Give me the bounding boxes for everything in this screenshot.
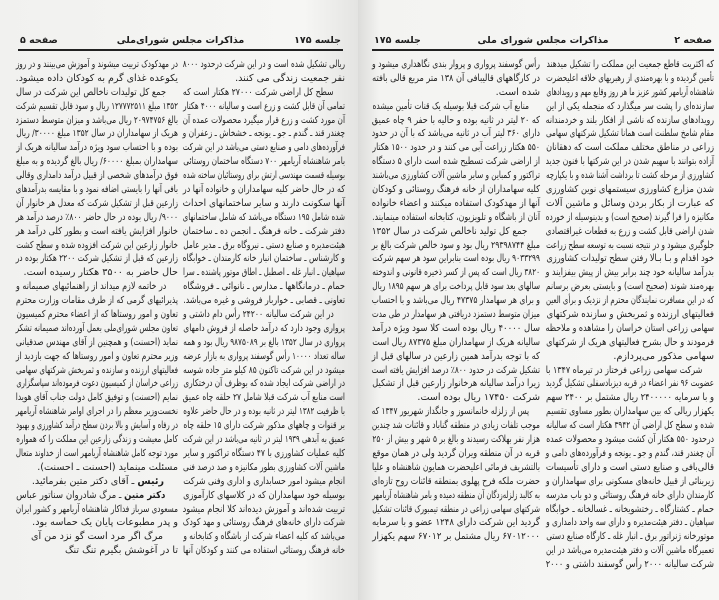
session-number: جلسه ۱۷۵ — [374, 35, 421, 46]
text-line: هریک از سهامداران در سال ۱۳۵۲ مبلغ ۳۰۰۰۰/ ریال — [16, 128, 178, 140]
text-line: فعالیتهای ارزنده و سازنده و ثمربخش شرکتهای سهامی — [15, 364, 179, 376]
text-line: با ظرفیت ۱۳۸۲ لیتر در ثانیه بوده و در حال حاضر علاوه — [183, 406, 345, 418]
text-line: خود اقدام و بـا بـالا رفتن سطح تولیدات کشاورزی — [546, 253, 714, 265]
text-line: تعاون و امور روستاها که از اعضاء محترم کمیسیون — [16, 309, 178, 321]
text-line — [16, 475, 178, 489]
text-line: یکهزار ریالی که بین سهامداران بطور مساوی تقسیم — [546, 406, 714, 418]
text-line: آنها از مهدکودک استفاده میکنند و اعضاء خانواده — [371, 197, 540, 209]
text-line: تأمین گردیده و با بهره‌مندی از رهبریهای خلاقه اعلیحضرت — [546, 72, 714, 84]
text-line: هیئت‌مدیره و صنایع دستی ـ نیروگاه برق ـ مدیر عامل — [183, 239, 345, 251]
text-line: بوده و با احتساب سود ویژه درآمد سالیانه هریک از — [16, 142, 179, 154]
text-line: قریه در آن منطقه ویران گردید ولی در همان موقع — [372, 447, 540, 459]
text-line: تعاون مجلس شورای‌ملی بعمل آورده‌اند صمیمانه تشکر — [15, 322, 178, 334]
text-line: نخست‌وزیر معظم را در اجرای اوامر شاهنشاه آریامهر — [15, 406, 178, 418]
text-line: که در این مسافرت نمایندگان محترم از نزدیک و برأی العین — [546, 295, 714, 307]
text-line: ماشین آلات کشاورزی بطور مکانیزه و صد درصد فنی — [183, 461, 345, 473]
page-header — [18, 35, 343, 51]
text-line: وزیر محترم تعاون و امور روستاها که جهت بازدید از — [15, 350, 178, 362]
text-line: سهامی مذکور می‌پردازم. — [613, 350, 714, 362]
text-column-right — [546, 58, 714, 572]
text-line: شده است. — [495, 86, 540, 98]
speech-text: ـ مرگ شادروان سناتور عباس — [16, 489, 125, 501]
running-title: مذاکرات مجلس شورای‌ملی — [116, 35, 245, 46]
text-line: و برای هر سهامدار ۴۷۳۷۵ ریال می‌باشد و با احتساب — [371, 295, 540, 307]
running-title: مذاکرات مجلس شورای ملی — [477, 35, 609, 46]
text-line: یکوعده غذای گرم به کودکان داده میشود. — [15, 72, 179, 84]
text-line: شدن اراضی قابل کشت و زرع به قطعات غیراقتصادی — [545, 225, 714, 237]
text-line: شده شامل ۱۹۵ دستگاه می‌باشد که شامل ساختمانهای — [182, 211, 345, 223]
text-line: در رفاه و آسایش و بالا بردن سطح درآمد کشاورزی و بهبود — [16, 420, 179, 432]
text-line: مسعودی سرباز فداکار شاهنشاه آریامهر و کشور ایران — [15, 503, 178, 515]
text-line: انجام میشود امور حسابداری و اداری وفنی شرکت — [183, 475, 345, 487]
text-line: فعالیتهای ارزنده و ثمربخش و سازنده شرکتهای — [546, 309, 714, 321]
text-line: خانوار افزایش یافته است و بطور کلی درآمد هر — [15, 225, 178, 237]
text-line: حال حاضر به ۳۵۰۰ هکتار رسیده است. — [23, 267, 178, 279]
text-line: شرکت سالیانه ۲۰۰۰ رأس گوسفند داشتی و ۲۰۰۰ — [545, 559, 714, 571]
text-line: حمام ـ کشتارگاه ـ رختشویخانه ـ غسالخانه ـ خوابگاه — [545, 503, 714, 515]
text-line: شرکت ۱۷۴۵۰ ریال بوده است. — [417, 392, 540, 404]
text-line: پرواری وجود دارد که درآمد حاصله از فروش دامهای — [183, 322, 345, 334]
text-line: جمع کل تولید ناخالص شرکت در سال ۱۳۵۲ — [371, 225, 528, 237]
text-line: تشکیل شرکت در حدود ۸۰۰٪ درصد افزایش یافته است — [371, 364, 540, 376]
page-number: صفحه ۵ — [20, 35, 58, 46]
verse-line: مرگ اگر مرد است گو نزد من آی — [30, 531, 164, 543]
text-line: که اکثریت قاطع جمعیت این مملکت را تشکیل میدهند — [546, 59, 714, 70]
text-column-right — [183, 58, 345, 558]
text-line: سهامی زراعی استان خراسان را مشاهده و ملاحظه — [545, 322, 714, 334]
text-line: ۵۵۰ هکتار زراعت آبی می کنند و در حدود ۱۵۰۰ هکتار — [372, 142, 540, 154]
text-line: حمام ـ درمانگاهها ـ مدارس ـ نانوائی ـ فروشگاه — [183, 281, 345, 293]
text-line: ۱۳۵۲ مبلغ ۱۲۷۷۷۲۵۱۱ ریال و سود قابل تقسیم شرکت — [15, 100, 178, 112]
text-line: می‌باشد که کلیه اعضاء شرکت از باشگاه و کتابخانه و — [183, 531, 345, 543]
text-line: ۶۷۰۱۲۰۰۰ ریال مشتمل بر ۶۷۰۱۲ سهم یکهزار — [372, 531, 540, 543]
text-line: در کارگاههای قالیبافی آن ۱۳۸ متر مربع قالی بافته — [372, 72, 540, 84]
text-line: مبلغ ۲۹۳۹۸۷۴۴ ریال بود و سود خالص شرکت بالغ بر — [371, 239, 540, 251]
text-line: کامل معیشت و زندگی زارعین این مملکت را که همواره — [16, 434, 179, 446]
text-line: منابع آب شرکت قبلا بوسیله یک قنات تأمین میشده — [372, 100, 530, 112]
text-line: سالیانه هریک از سهامداران مبلغ ۸۷۳۷۵ ریال است — [372, 336, 540, 348]
text-line: نفر جمعیت زندگی می کنند. — [235, 72, 345, 84]
text-line: که با توجه بدرآمد همین زارعین در سالهای قبل از — [371, 350, 540, 362]
text-line: رویدادهای سازنده که ناشی از افکار بلند و خردمندانه — [545, 114, 714, 126]
text-line: شرکت سهامی زراعی فرختاز در تیرماه ۱۳۴۷ با — [545, 364, 703, 376]
left-page — [0, 0, 358, 600]
text-line: نمایم (احسنت) و توفیق کامل دولت جناب آقای هویدا — [15, 392, 179, 404]
text-line: جمع کل تولیدات ناخالص این شرکت در سال — [16, 86, 167, 98]
text-line: شرکت دارای خانه‌های فرهنگ روستائی و مهد کودک — [182, 517, 345, 529]
verse-line: تا در آغوشش بگیرم تنگ تنگ — [64, 545, 178, 557]
text-line: ساله تعداد ۱۰۰۰۰ رأس گوسفند پرواری به بازار عرضه — [183, 350, 345, 362]
text-line: بوسیله خود سهامداران که در کلاسهای کارآموزی — [183, 489, 345, 501]
text-line: خانوار زارعین این شرکت افزوده شده و سطح کشت — [16, 239, 179, 251]
text-line: میزان متوسط دستمزد دریافتی هر سهامدار در طی مدت — [372, 309, 540, 321]
text-line: میشود در این شرکت تاکنون ۸۵ کیلو متر جاده شوسه — [183, 364, 345, 376]
speaker-name: رئیس — [137, 475, 164, 487]
page-number: صفحه ۲ — [674, 35, 712, 46]
text-line: در خاتمه لازم میداند از راهنمائیهای صمیمانه و — [16, 281, 167, 293]
text-line: عضویت ۹۶ نفر اعضاء در قریه دیزبادسفلی تشکیل گردید — [545, 378, 714, 390]
text-line: آن مورد کشت و زرع قرار میگیرد محصولات عمده آن — [182, 114, 345, 126]
text-line: و با سرمایه ۲۴۰۰۰۰۰ ریال مشتمل بر ۲۴۰۰ سهم — [546, 392, 714, 404]
text-line: دفتر شرکت ـ خانه فرهنگ ـ انجمن ده ـ ساختمان — [182, 225, 345, 237]
text-line: سال ۴۰۰۰۰ ریال بوده است کلا سود ویژه درآمد — [371, 322, 540, 334]
text-line: مقام شامخ سلطنت است همانا تشکیل شرکتهای سهامی — [546, 128, 714, 140]
text-line: شدن مزارع کشاورزی سیستمهای نوین کشاورزی — [545, 184, 714, 196]
text-line: زارعین قبل از تشکیل شرکت که معدل هر خانوار آن — [16, 197, 178, 209]
text-line: در این شرکت سالیانه ۲۴۲۰۰ رأس دام داشتی و — [183, 309, 334, 321]
text-line: بر قنوات و چاههای مذکور شرکت دارای ۱۵ حلقه چاه — [183, 420, 345, 432]
text-line: کلیه سهامداران از خانه فرهنگ روستائی و کودکان — [372, 184, 540, 196]
text-line: پس از زلزله خانمانسوز و جانگداز شهریور ۱۳۴۷ که — [371, 406, 530, 418]
text-line: پرواری در سال ۱۳۵۲ بالغ بر ۹۸۷۵۰۸۹ ریال بود و همه — [183, 336, 345, 348]
text-line: کشاورزی از مرحله کشت تا برداشت آشنا شده و با یکپارچه — [546, 170, 714, 182]
text-line: جلوگیری میشود و در نتیجه نسبت به توسعه سطح زراعت — [546, 239, 714, 251]
text-line: ریالی تشکیل شده است و در این شرکت درحدود ۸۰۰۰ — [182, 59, 345, 70]
text-line: تراکتور و کمباین و سایر ماشین آلات کشاورزی می‌باشند — [372, 170, 540, 182]
text-line: آنان از باشگاه و تلویزیون، کتابخانه استفاده مینمایند. — [372, 211, 540, 223]
text-line: زراعی خراسان از کمیسیون دعوت فرموده‌اند سپاسگزاری — [16, 378, 178, 390]
text-line: مسئلت مینماید (احسنت ـ احسنت). — [37, 461, 178, 473]
text-line — [16, 489, 178, 503]
right-page — [358, 0, 719, 600]
text-line: موتورخانه ژنراتور برق ـ انبار غله ـ کارگاه صنایع دستی — [546, 531, 714, 543]
text-line: رأس گوسفند پرواری و پروار بندی نگاهداری میشود و — [371, 59, 540, 70]
text-line: زیربنائی از قبیل خانه‌های مسکونی برای سهامداران و — [545, 475, 714, 487]
text-line: بافی آنها را بایستی اضافه نمود و با مقایسه بدرآمدهای — [15, 184, 179, 196]
speaker-name: دکتر متین — [124, 489, 166, 501]
text-line: چغندر قند ـ گندم ـ جو ـ یونجه ـ خشخاش ـ زعفران و — [182, 128, 345, 140]
text-line: زارعین که قبل از تشکیل شرکت ۲۲۰۰ هکتار بوده در — [15, 253, 178, 265]
text-line: مورد توجه کامل شاهنشاه آریامهر است از خداوند متعال — [15, 447, 179, 459]
text-line: فرمودند و حال بشرح فعالیتهای هریک از شرکتهای — [546, 336, 714, 348]
text-line: سپاهیان ـ دفتر هیئت‌مدیره و دارای سه واحد دامداری و — [546, 517, 714, 529]
text-line: ۳۸۲۰ ریال است که پس از کسر ذخیره قانونی و اندوخته — [372, 267, 540, 279]
text-line: سطح کل اراضی شرکت ۲۷۰۰۰ هکتار است که — [182, 86, 334, 98]
text-line: سپاهیان ـ انبار غله ـ اصطبل ـ اطاق موتور پاشنده ـ سرا — [182, 267, 345, 279]
text-line: زیرا درآمد سالیانه هرخانوار زارعین قبل از تشکیل — [372, 378, 540, 390]
text-line: مکانیزه را فرا گیرند (صحیح است) و بدینوسیله از خورده — [545, 211, 714, 223]
text-line: به کالبد زلزله‌زدگان آن منطقه دمیده و بامر شاهنشاه آریامهر — [372, 489, 540, 501]
text-line: که ۲۰ لیتر در ثانیه بوده و حالیه با حفر ۹ چاه عمیق — [371, 114, 540, 126]
text-line: تعمیرگاه ماشین آلات و دفتر هیئت‌مدیره می‌باشد در این — [546, 545, 714, 557]
text-line: هزار نفر بهلاکت رسیدند و بالغ بر ۵ شهر و بیش از ۲۵۰ — [372, 434, 540, 446]
text-line: دارای ۳۶۰ لیتر آب در ثانیه می‌باشد که با آن در حدود — [371, 128, 540, 140]
text-line: است منابع آب شرکت قبلا شامل ۲۷ حلقه چاه عمیق — [182, 392, 345, 404]
text-line: تعاونی ـ قصابی ـ خواربار فروشی و غیره می‌باشد. — [183, 295, 345, 307]
text-line: موجب تلفات زیادی در منطقه گناباد و قائنات شد چندین — [371, 420, 540, 432]
text-line: از اراضی شرکت تسطیح شده است دارای ۵ دستگاه — [371, 156, 540, 168]
text-line: بالغ ۲۰۹۷۴۷۵۶ ریال می‌باشد و میزان متوسط دستمزد — [15, 114, 178, 126]
text-line: فوق درآمدهای شخصی از قبیل درآمد دامداری وقالی — [16, 170, 178, 182]
text-line: سازنده‌ای را پشت سر میگذارد که منجمله یکی از این — [546, 100, 714, 112]
text-line: بوسیله قسمت مهندسی ارتش برای روستائیان ساخته شده — [183, 170, 345, 182]
text-line: زراعی در مناطق مختلف مملکت است که دهقانان — [546, 142, 714, 154]
text-line: بالتشریف فرمائی اعلیحضرت همایون شاهنشاه و علیا — [372, 461, 540, 473]
text-line: و پدر مطبوعات پایان یک حماسه بود. — [32, 517, 178, 529]
text-line: درحدود ۵۵۰ هکتار آن کشت میشود و محصولات عمده — [546, 434, 714, 446]
text-line: گردید این شرکت دارای ۱۲۴۸ عضو و با سرمایه — [372, 517, 540, 529]
text-line: حضرت ملکه فرح پهلوی بمنطقه قائنات روح تازه‌ای — [371, 475, 540, 487]
text-line: کارمندان دارای خانه فرهنگ روستائی و دو باب مدرسه — [545, 489, 714, 501]
text-line: نماید (احسنت) و همچنین از آقای مهندس صدقیانی — [15, 336, 179, 348]
text-line: خانه فرهنگ روستائی استفاده می کنند و کودکان آنها — [182, 545, 345, 557]
text-line: ۹۰۳۳۲۹۹ ریال بوده است بنابراین سود هر سهم شرکت — [372, 253, 540, 265]
text-line: شاهنشاه آریامهر کشور عزیز ما هر روز وقایع مهم و رویدادهای — [546, 86, 714, 98]
text-line: بامر شاهنشاه آریامهر ۷۰۰ دستگاه ساختمان روستائی — [183, 156, 345, 168]
text-line: آنها سکونت دارند و سایر ساختمانهای احداث — [182, 197, 345, 209]
text-line: عمیق به آبدهی ۱۹۳۹ لیتر در ثانیه می‌باشد در این شرکت — [182, 434, 345, 446]
text-line: تمامی آن قابل کشت و زرع است و سالیانه ۴۰۰۰ هکتار — [183, 100, 345, 112]
text-line: و کارشناس ـ ساختمان انبار خانه کارمندان ـ خوابگاه — [182, 253, 345, 265]
text-line: در مهدکودک تربیت میشوند و آموزش می‌بینند و در روز — [15, 59, 178, 70]
text-line: تربیت شده‌اند و آموزش دیده‌اند کلا انجام میشود — [182, 503, 345, 515]
text-column-left — [16, 58, 178, 558]
text-line: بهره‌مند شوند (صحیح است) و بایستی بعرض برسانم — [545, 281, 714, 293]
text-line: کلیه عملیات کشاورزی با ۴۷ دستگاه تراکتور و سایر — [183, 447, 345, 459]
text-line: سالهای بعد سود قابل پرداخت برای هر سهم ۱۸۹۵ ریال — [372, 281, 540, 293]
text-line: که در حال حاضر کلیه سهامداران و خانواده آنها در — [182, 184, 345, 196]
session-number: جلسه ۱۷۵ — [294, 35, 341, 46]
text-line: ۹۰۰۰/ ریال بوده در حال حاضر ۸۰۰٪ درصد درآمد هر — [15, 211, 178, 223]
text-line: که عبارت از بکار بردن وسائل و ماشین آلات — [545, 197, 714, 209]
page-header — [372, 35, 714, 51]
text-line: آن چغندر قند، گندم و جو ـ یونجه و فرآورده‌های دامی و — [545, 447, 714, 459]
text-column-left — [372, 58, 540, 544]
text-line: سهامداران بمبلغ ۶۰۰۰۰/ ریال بالغ گردیده و به مبلغ — [16, 156, 178, 168]
text-line: شرکتهای سهامی زراعی در منطقه تیمبورک قائنات تشکیل — [372, 503, 540, 515]
text-line: بدرآمد سالیانه خود چند برابر بیش از پیش بیفزایند و — [545, 267, 714, 279]
speech-text: ـ آقای دکتر متین بفرمائید. — [31, 475, 138, 487]
text-line: در اراضی شرکت ایجاد شده که بوظرف آن درختکاری — [183, 378, 345, 390]
text-line: فرآورده‌های دامی و صنایع دستی می‌باشد در این شرکت — [182, 142, 345, 154]
text-line: شده و سطح کل اراضی آن ۳۹۴۲ هکتار است که سالیانه — [546, 420, 714, 432]
text-line: پذیرائیهای گرمی که از طرف مقامات وزارت محترم — [15, 295, 179, 307]
text-line: قالی‌بافی و صنایع دستی است و دارای تأسیسات — [545, 461, 714, 473]
text-line: آزاده بتوانند با سهیم شدن در این شرکتها با فنون جدید — [545, 156, 714, 168]
